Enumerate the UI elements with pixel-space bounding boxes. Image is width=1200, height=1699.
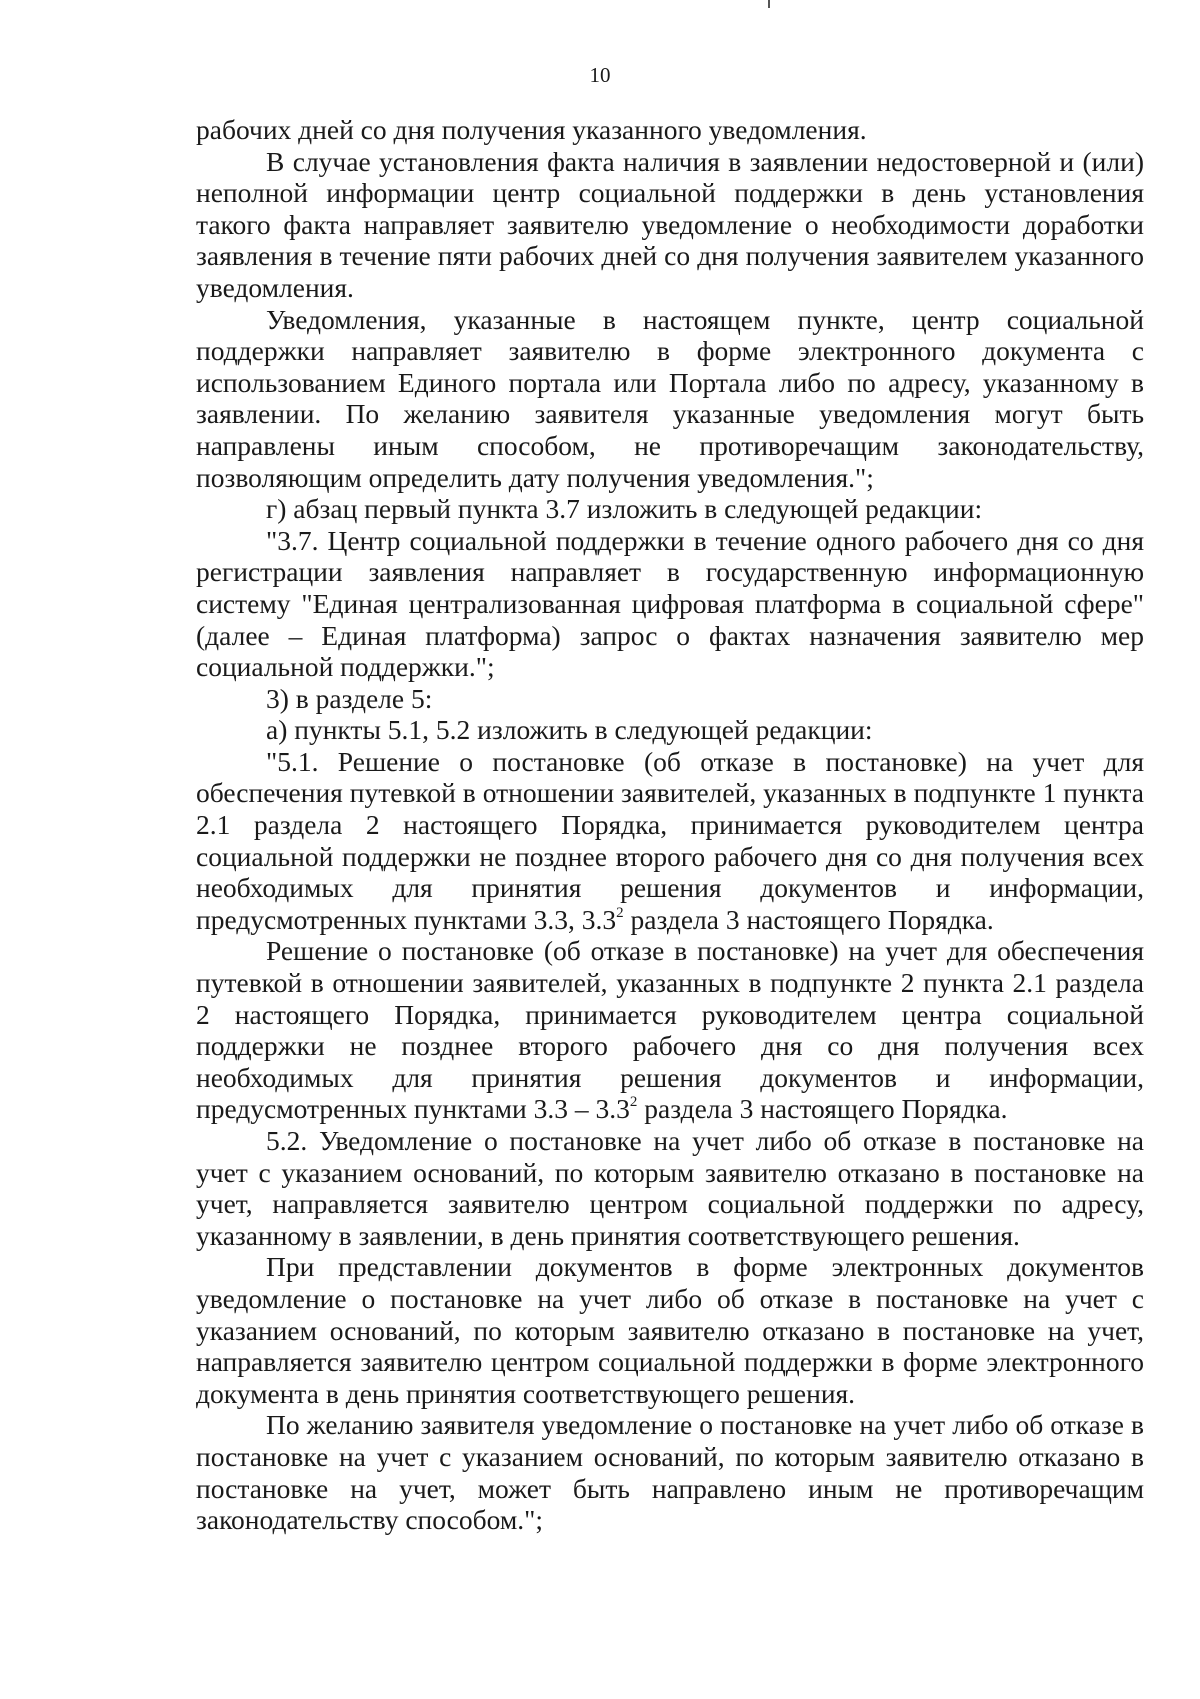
paragraph-5-1-text: "5.1. Решение о постановке (об отказе в постановке) на учет для обеспечения путевкой в отношении заявителей, указанных в подпункте 1 пункта 2.1 раздела 2 настоящего Порядка, принимается руководителем центра социальной поддержки не позднее второго рабочего дня со дня получения всех необходимых для принятия решения документов и информации, предусмотренных пунктами 3.3, 3.3 xyxy=(196,745,1144,935)
page-number: 10 xyxy=(589,63,611,87)
superscript: 2 xyxy=(629,1094,638,1111)
paragraph-electronic-docs: При представлении документов в форме электронных документов уведомление о постановке на учет либо об отказе в постановке на учет с указанием оснований, по которым заявителю отказано в постановке на учет, направляется заявителю центром социальной поддержки в форме электронного документа в день принятия соответствующего решения. xyxy=(196,1251,1144,1409)
paragraph-5-1-tail: раздела 3 настоящего Порядка. xyxy=(623,903,994,935)
superscript: 2 xyxy=(616,904,624,921)
scan-artifact-mark xyxy=(768,0,770,8)
paragraph-other-method: По желанию заявителя уведомление о постановке на учет либо об отказе в постановке на учет с указанием оснований, по которым заявителю отказано в постановке на учет, может быть направлено иным не противоречащим законодательству способом."; xyxy=(196,1409,1144,1536)
paragraph-decision-2-text: Решение о постановке (об отказе в постановке) на учет для обеспечения путевкой в отношении заявителей, указанных в подпункте 2 пункта 2.1 раздела 2 настоящего Порядка, принимается руководителем центра социальной поддержки не позднее второго рабочего дня со дня получения всех необходимых для принятия решения документов и информации, предусмотренных пунктами 3.3 – 3.3 xyxy=(196,935,1144,1125)
paragraph-notifications: Уведомления, указанные в настоящем пункте, центр социальной поддержки направляет заявителю в форме электронного документа с использованием Единого портала или Портала либо по адресу, указанному в заявлении. По желанию заявителя указанные уведомления могут быть направлены иным способом, не противоречащим законодательству, позволяющим определить дату получения уведомления."; xyxy=(196,303,1144,493)
paragraph-3-7: "3.7. Центр социальной поддержки в течение одного рабочего дня со дня регистрации заявления направляет в государственную информационную систему "Единая централизованная цифровая платформа в социальной сфере" (далее – Единая платформа) запрос о фактах назначения заявителю мер социальной поддержки."; xyxy=(196,524,1144,683)
paragraph-section-5: 3) в разделе 5: xyxy=(266,682,433,714)
paragraph-incomplete-info: В случае установления факта наличия в заявлении недостоверной и (или) неполной информации центр социальной поддержки в день установления такого факта направляет заявителю уведомление о необходимости доработки заявления в течение пяти рабочих дней со дня получения заявителем указанного уведомления. xyxy=(196,145,1144,303)
paragraph-5-2: 5.2. Уведомление о постановке на учет либо об отказе в постановке на учет с указанием оснований, по которым заявителю отказано в постановке на учет, направляется заявителю центром социальной поддержки по адресу, указанному в заявлении, в день принятия соответствующего решения. xyxy=(196,1125,1144,1251)
paragraph-5-1 xyxy=(196,746,1144,936)
paragraph-item-g: г) абзац первый пункта 3.7 изложить в следующей редакции: xyxy=(266,493,983,525)
paragraph-continuation: рабочих дней со дня получения указанного уведомления. xyxy=(196,114,867,145)
paragraph-decision-2 xyxy=(196,935,1144,1125)
paragraph-item-a: а) пункты 5.1, 5.2 изложить в следующей редакции: xyxy=(266,714,873,746)
document-body xyxy=(196,114,1144,1536)
paragraph-decision-2-tail: раздела 3 настоящего Порядка. xyxy=(637,1093,1008,1125)
